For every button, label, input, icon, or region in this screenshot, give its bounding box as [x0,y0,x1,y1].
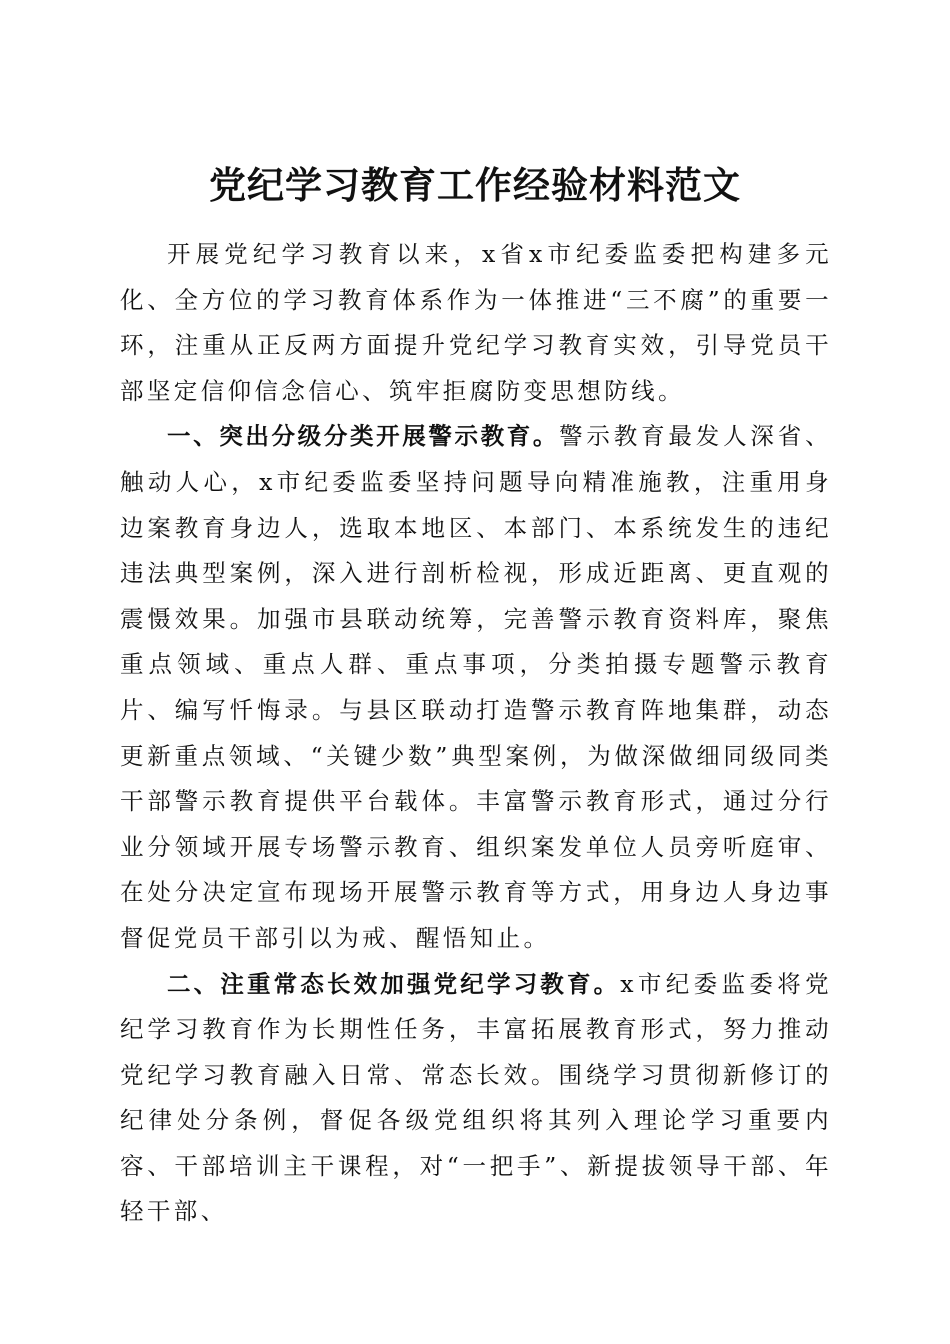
paragraph-text: 开展党纪学习教育以来，x省x市纪委监委把构建多元化、全方位的学习教育体系作为一体推进“三不腐”的重要一环，注重从正反两方面提升党纪学习教育实效，引导党员干部坚定信仰信念信心、筑牢拒腐防变思想防线。 [120,240,832,405]
section-one-heading: 一、突出分级分类开展警示教育。 [167,422,560,451]
intro-paragraph [120,232,832,414]
section-one-paragraph [120,414,832,961]
section-two-paragraph [120,962,832,1236]
section-two-text: x市纪委监委将党纪学习教育作为长期性任务，丰富拓展教育形式，努力推动党纪学习教育融入日常、常态长效。围绕学习贯彻新修订的纪律处分条例，督促各级党组织将其列入理论学习重要内容、干部培训主干课程，对“一把手”、新提拔领导干部、年轻干部、 [120,969,832,1226]
section-one-text: 警示教育最发人深省、触动人心，x市纪委监委坚持问题导向精准施教，注重用身边案教育身边人，选取本地区、本部门、本系统发生的违纪违法典型案例，深入进行剖析检视，形成近距离、更直观的震慑效果。加强市县联动统筹，完善警示教育资料库，聚焦重点领域、重点人群、重点事项，分类拍摄专题警示教育片、编写忏悔录。与县区联动打造警示教育阵地集群，动态更新重点领域、“关键少数”典型案例，为做深做细同级同类干部警示教育提供平台载体。丰富警示教育形式，通过分行业分领域开展专场警示教育、组织案发单位人员旁听庭审、在处分决定宣布现场开展警示教育等方式，用身边人身边事督促党员干部引以为戒、醒悟知止。 [120,422,832,952]
document-body [120,232,832,1235]
section-two-heading: 二、注重常态长效加强党纪学习教育。 [167,969,621,998]
document-title: 党纪学习教育工作经验材料范文 [209,162,741,207]
